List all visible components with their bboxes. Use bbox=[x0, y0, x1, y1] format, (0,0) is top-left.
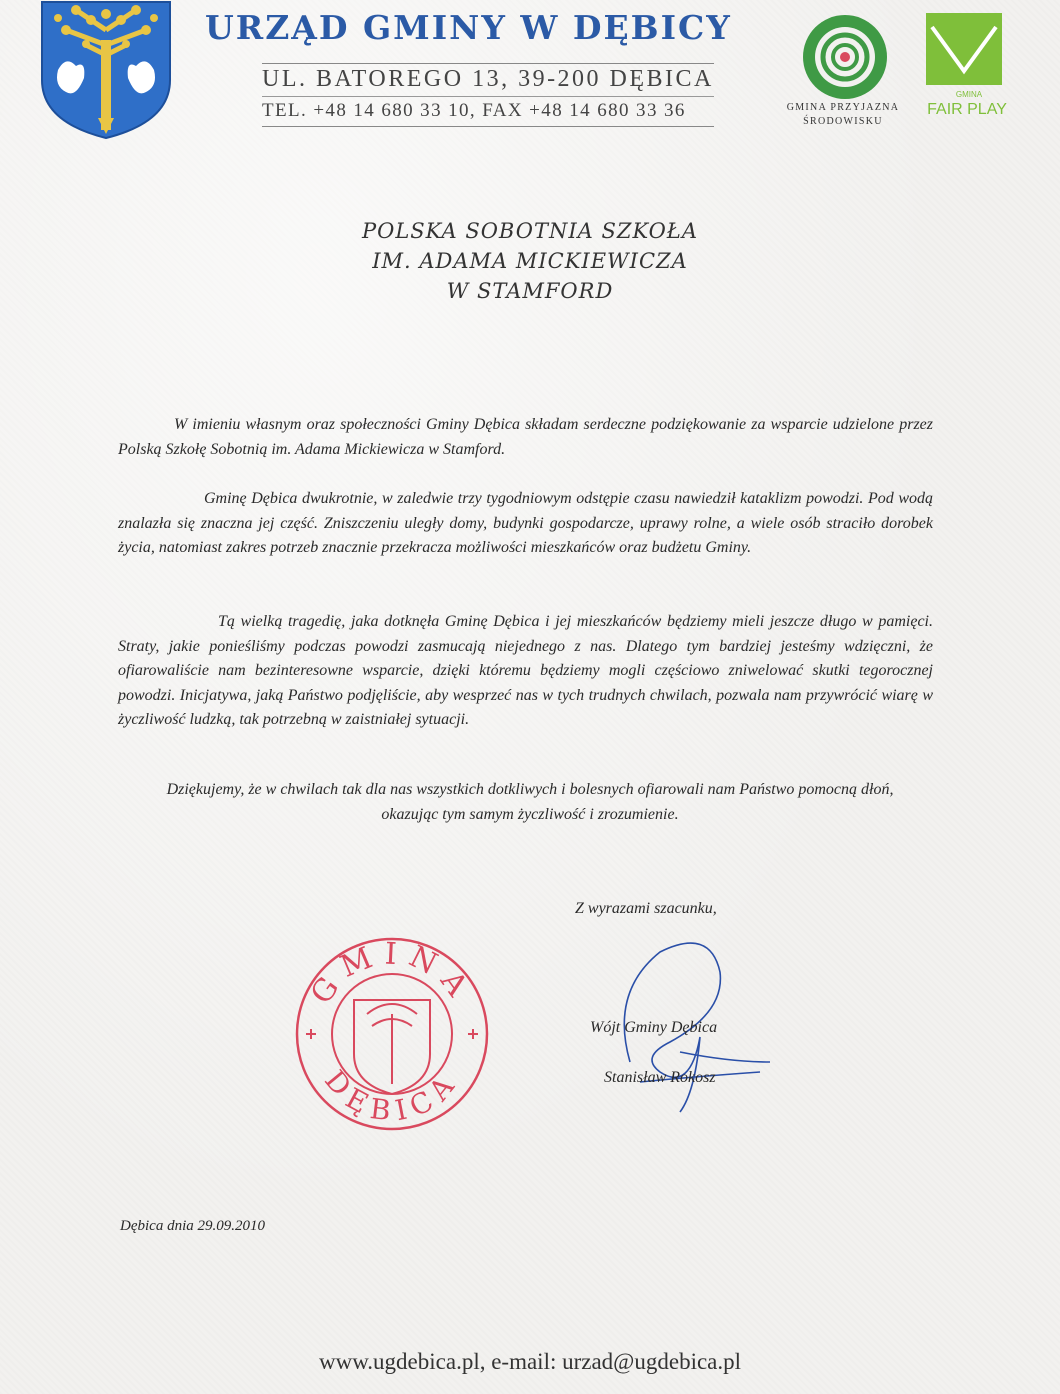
eco-label-line: ŚRODOWISKU bbox=[803, 116, 883, 127]
closing-phrase: Z wyrazami szacunku, bbox=[575, 900, 717, 917]
checkmark-icon bbox=[926, 13, 1002, 85]
fair-play-logo bbox=[926, 13, 1002, 85]
header-divider bbox=[262, 96, 714, 97]
eco-label bbox=[768, 101, 918, 129]
header-divider bbox=[262, 63, 714, 64]
recipient-line: IM. ADAMA MICKIEWICZA bbox=[372, 249, 688, 273]
office-phone: TEL. +48 14 680 33 10, FAX +48 14 680 33 36 bbox=[262, 100, 686, 121]
recipient-block bbox=[200, 216, 860, 306]
fair-play-small-label: GMINA bbox=[955, 90, 983, 99]
recipient-line: POLSKA SOBOTNIA SZKOŁA bbox=[361, 219, 699, 243]
signer-name: Stanisław Rokosz bbox=[604, 1069, 716, 1086]
letter-paragraph: Dziękujemy, że w chwilach tak dla nas wszystkich dotkliwych i bolesnych ofiarowali nam Państwo pomocną dłoń, okazując tym samym życzliwość i zrozumienie. bbox=[166, 781, 894, 823]
office-title: URZĄD GMINY W DĘBICY bbox=[205, 8, 732, 47]
signer-title: Wójt Gminy Dębica bbox=[590, 1019, 718, 1036]
recipient-line: W STAMFORD bbox=[446, 279, 614, 303]
stamp-bottom-text: DĘBICA bbox=[318, 1064, 466, 1129]
eco-label-line: GMINA PRZYJAZNA bbox=[786, 102, 900, 113]
letter-paragraph: Tą wielką tragedię, jaka dotknęła Gminę Dębica i jej mieszkańców będziemy mieli jeszcze długo w pamięci. Straty, jakie ponieśliśmy podczas powodzi zasmucają niejednego z nas. Dlatego tym bardziej jesteśmy wdzięczni, że ofiarowaliście nam bezinteresowne wsparcie, dzięki któremu będziemy mogli częściowo zniwelować skutki tegorocznej powodzi. Inicjatywa, jaką Państwo podjęliście, aby wesprzeć nas w tych trudnych chwilach, pozwala nam przywrócić wiarę w życzliwość ludzką, tak potrzebną w zaistniałej sytuacji. bbox=[118, 613, 933, 728]
letter-paragraph: Gminę Dębica dwukrotnie, w zaledwie trzy tygodniowym odstępie czasu nawiedził kataklizm powodzi. Pod wodą znalazła się znaczna jej część. Zniszczeniu uległy domy, budynki gospodarcze, uprawy rolne, a wiele osób straciło dorobek życia, natomiast zakres potrzeb znacznie przekracza możliwości mieszkańców oraz budżetu Gminy. bbox=[118, 490, 933, 556]
fair-play-label: FAIR PLAY bbox=[927, 101, 1007, 118]
header-divider bbox=[262, 126, 714, 127]
footer-contact: www.ugdebica.pl, e-mail: urzad@ugdebica.pl bbox=[318, 1349, 742, 1374]
letter-paragraph: W imieniu własnym oraz społeczności Gminy Dębica składam serdeczne podziękowanie za wsparcie udzielone przez Polską Szkołę Sobotnią im. Adama Mickiewicza w Stamford. bbox=[118, 416, 933, 458]
eco-award-icon bbox=[790, 12, 900, 102]
letter-date: Dębica dnia 29.09.2010 bbox=[120, 1218, 265, 1234]
stamp-top-text: GMINA bbox=[303, 936, 481, 1011]
official-stamp bbox=[292, 934, 492, 1134]
coat-of-arms-icon bbox=[36, 0, 176, 140]
office-address: UL. BATOREGO 13, 39-200 DĘBICA bbox=[262, 66, 714, 92]
